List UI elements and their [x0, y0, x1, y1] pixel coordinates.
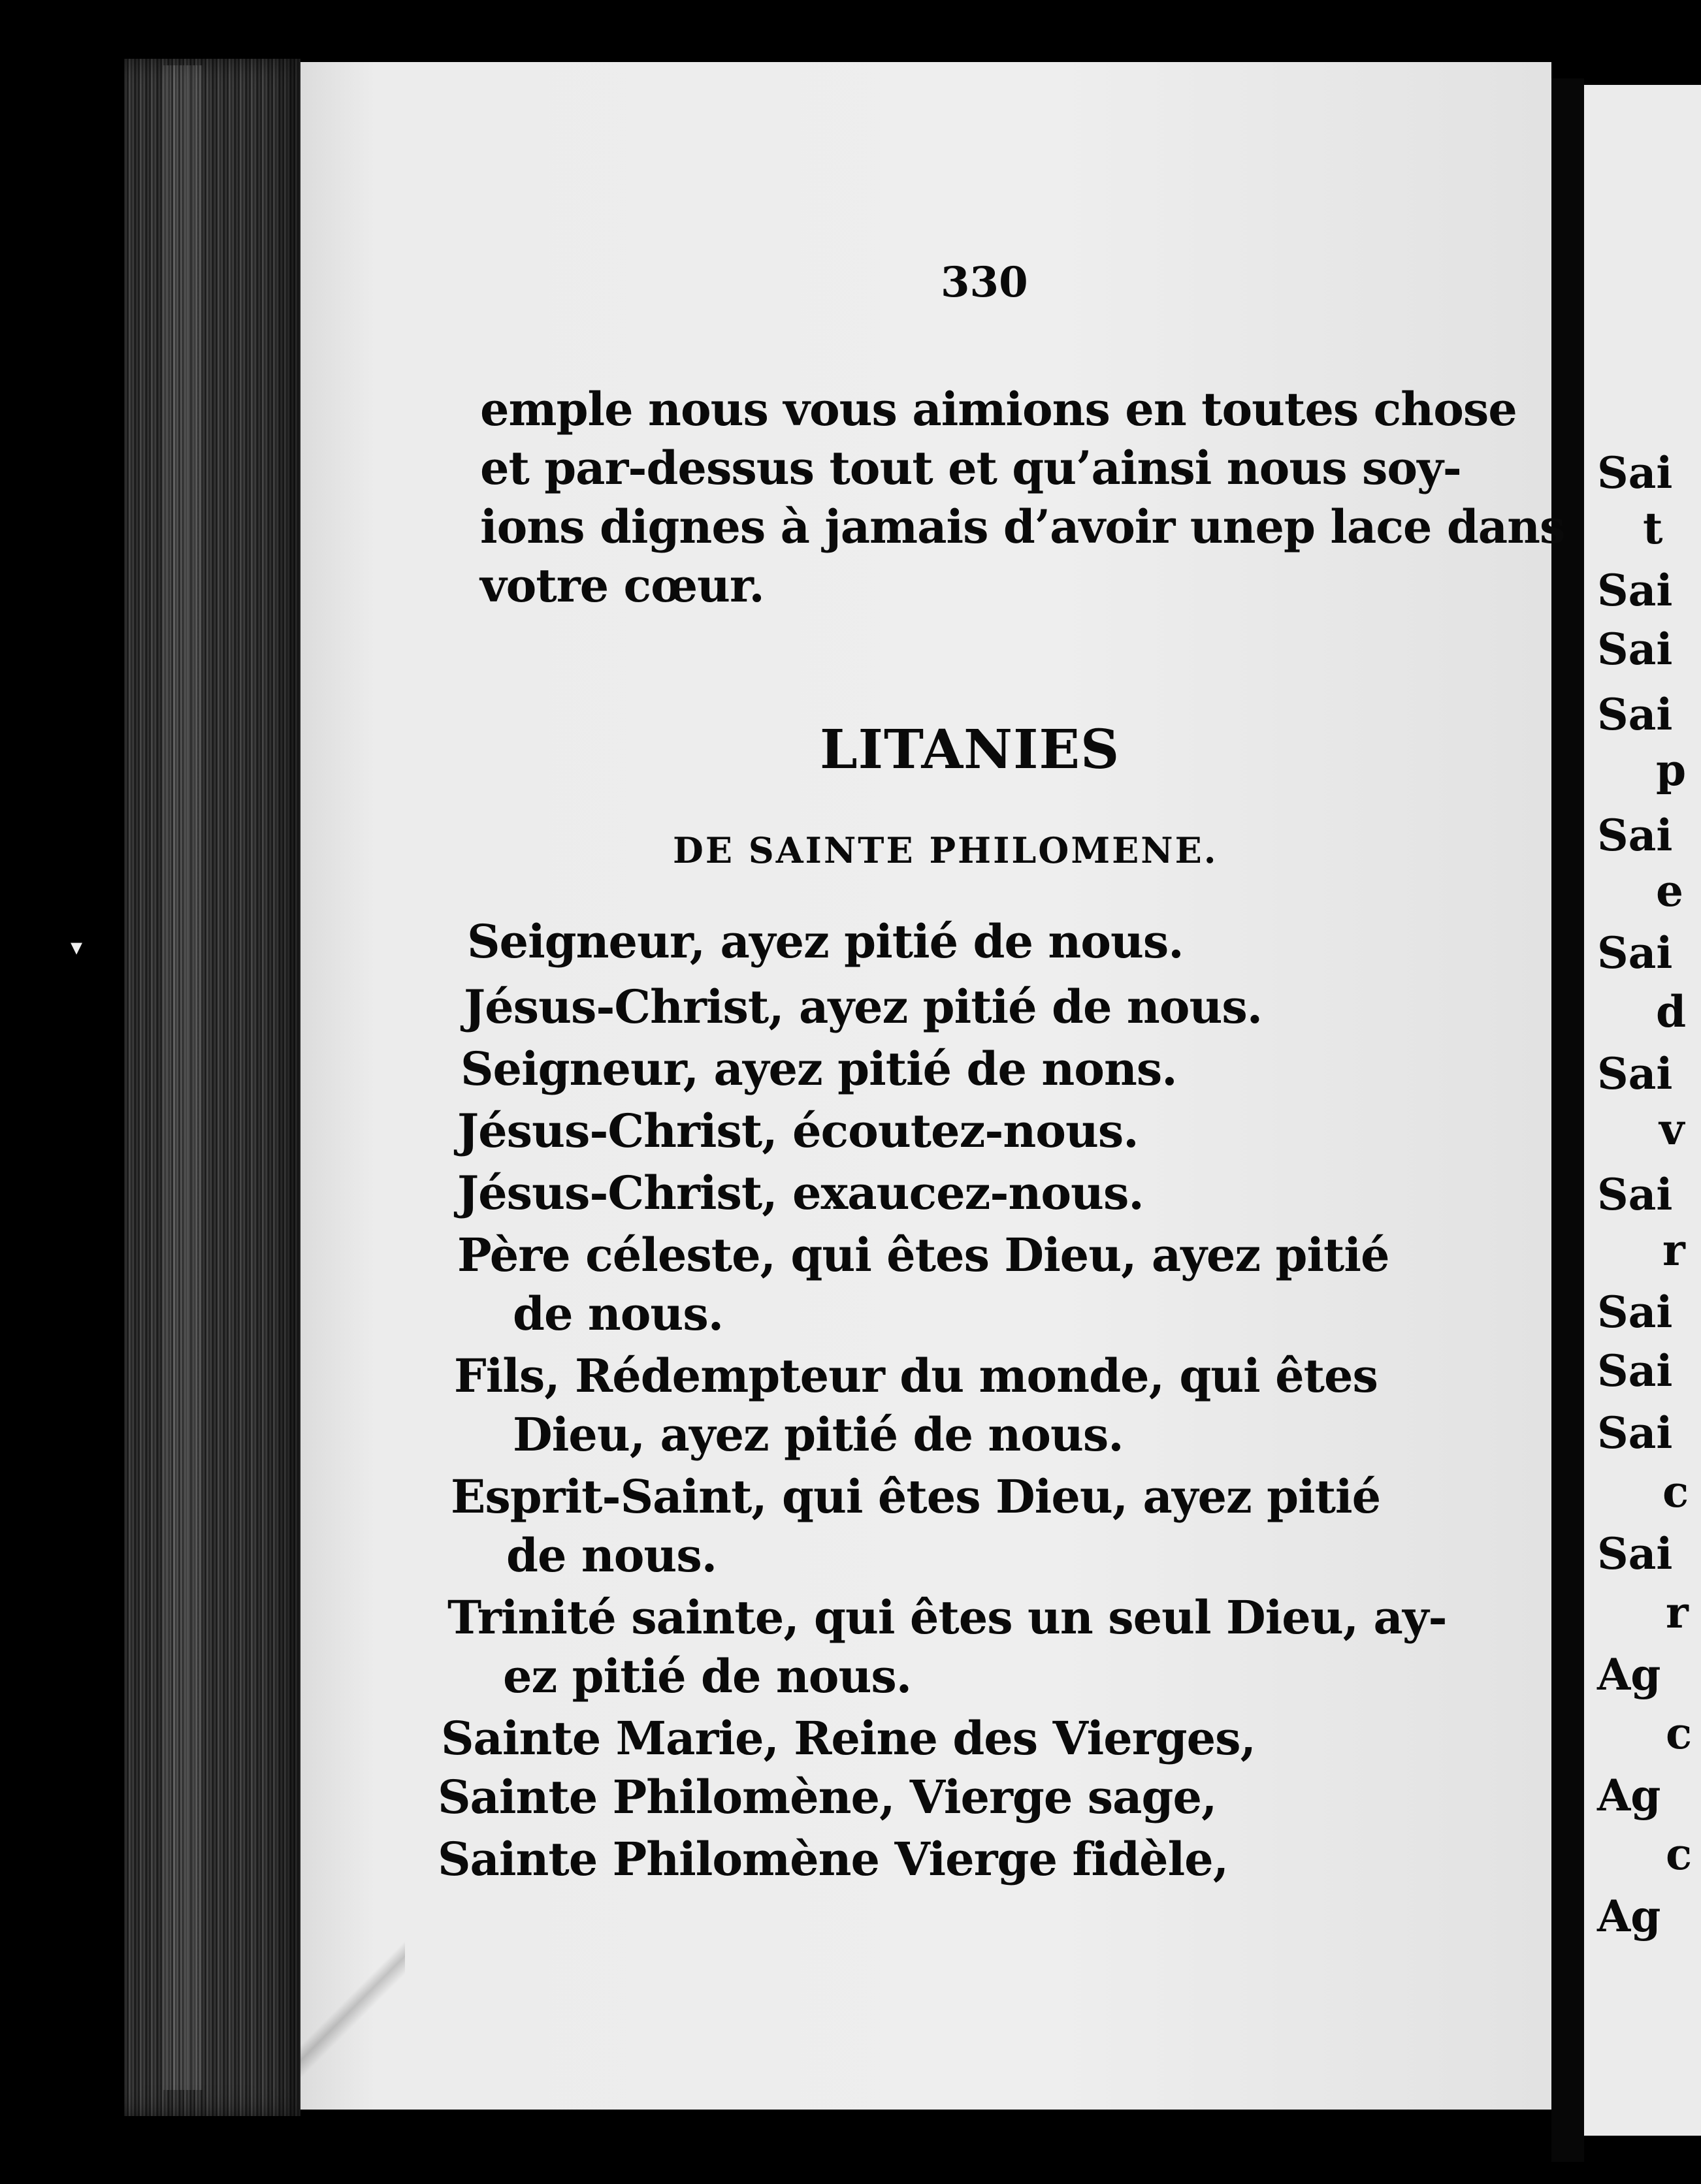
- right-fragment: Sai: [1597, 689, 1673, 740]
- right-fragment: Sai: [1597, 927, 1673, 978]
- right-fragment: Sai: [1597, 1048, 1673, 1099]
- right-fragment: Sai: [1597, 1287, 1673, 1338]
- book-gutter: [1551, 78, 1584, 2162]
- litany-line: Jésus-Christ, exaucez-nous.: [457, 1166, 1144, 1220]
- litany-line-continuation: Dieu, ayez pitié de nous.: [513, 1407, 1124, 1462]
- page-number: 330: [941, 258, 1028, 307]
- right-page: [1584, 85, 1701, 2136]
- litany-line: Seigneur, ayez pitié de nons.: [461, 1042, 1177, 1096]
- right-fragment: r: [1666, 1587, 1689, 1638]
- right-fragment: c: [1666, 1829, 1693, 1880]
- litany-line: Trinité sainte, qui êtes un seul Dieu, ay-: [447, 1590, 1447, 1645]
- litany-line: Sainte Marie, Reine des Vierges,: [441, 1711, 1256, 1765]
- right-fragment: v: [1659, 1104, 1685, 1155]
- section-title: LITANIES: [820, 718, 1120, 781]
- litany-line: Père céleste, qui êtes Dieu, ayez pitié: [457, 1228, 1389, 1282]
- right-fragment: r: [1662, 1225, 1685, 1276]
- paragraph-line: emple nous vous aimions en toutes chose: [480, 382, 1517, 436]
- litany-line-continuation: ez pitié de nous.: [503, 1649, 912, 1703]
- litany-line: Seigneur, ayez pitié de nous.: [467, 914, 1184, 969]
- paragraph-line: et par-dessus tout et qu’ainsi nous soy-: [480, 441, 1461, 495]
- litany-line-continuation: de nous.: [506, 1528, 717, 1582]
- paragraph-line: ions dignes à jamais d’avoir unep lace dans: [480, 500, 1565, 554]
- page-edges: [124, 59, 300, 2116]
- right-fragment: Sai: [1597, 1169, 1673, 1220]
- page-corner-fold: [300, 1907, 405, 2110]
- right-fragment: Sai: [1597, 1407, 1673, 1458]
- right-fragment: Ag: [1597, 1770, 1661, 1821]
- right-fragment: Sai: [1597, 565, 1673, 616]
- litany-line: Sainte Philomène Vierge fidèle,: [438, 1832, 1229, 1886]
- litany-line-continuation: de nous.: [513, 1287, 724, 1341]
- paragraph-line: votre cœur.: [480, 558, 764, 613]
- litany-line: Fils, Rédempteur du monde, qui êtes: [454, 1349, 1378, 1403]
- litany-line: Jésus-Christ, écoutez-nous.: [457, 1104, 1139, 1158]
- right-fragment: e: [1656, 865, 1683, 916]
- right-fragment: Sai: [1597, 447, 1673, 498]
- page-edges-highlight: [163, 65, 202, 2090]
- right-fragment: t: [1643, 503, 1663, 554]
- right-fragment: p: [1656, 745, 1687, 795]
- scan-speck: ▾: [71, 934, 83, 961]
- right-fragment: Sai: [1597, 1528, 1673, 1579]
- right-fragment: Sai: [1597, 810, 1673, 861]
- right-fragment: d: [1656, 986, 1687, 1037]
- right-fragment: Sai: [1597, 624, 1673, 675]
- right-fragment: c: [1662, 1466, 1689, 1517]
- litany-line: Jésus-Christ, ayez pitié de nous.: [464, 980, 1263, 1034]
- litany-line: Esprit-Saint, qui êtes Dieu, ayez pitié: [451, 1469, 1381, 1524]
- litany-line: Sainte Philomène, Vierge sage,: [438, 1770, 1217, 1824]
- right-fragment: Ag: [1597, 1891, 1661, 1942]
- right-fragment: Sai: [1597, 1345, 1673, 1396]
- section-subtitle: DE SAINTE PHILOMENE.: [673, 829, 1218, 871]
- right-fragment: c: [1666, 1708, 1693, 1759]
- right-fragment: Ag: [1597, 1649, 1661, 1700]
